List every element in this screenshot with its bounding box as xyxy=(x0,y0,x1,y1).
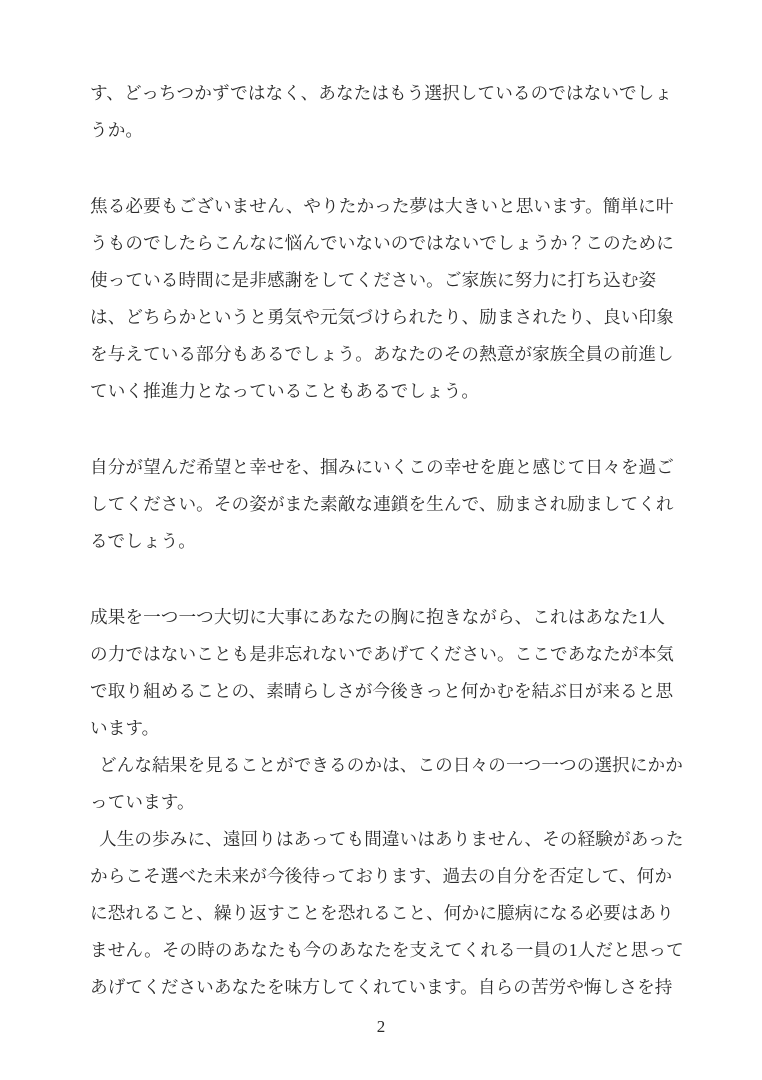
text-line: からこそ選べた未来が今後待っております、過去の自分を否定して、何か xyxy=(90,866,673,886)
paragraph-6 xyxy=(90,821,686,1006)
text-line: あげてくださいあなたを味方してくれています。自らの苦労や悔しさを持 xyxy=(90,977,673,997)
text-line: の力ではないことも是非忘れないであげてください。ここであなたが本気 xyxy=(90,644,674,664)
text-line: うものでしたらこんなに悩んでいないのではないでしょうか？このために xyxy=(90,233,674,253)
text-line: で取り組めることの、素晴らしさが今後きっと何かむを結ぶ日が来ると思 xyxy=(90,681,674,701)
text-line: してください。その姿がまた素敵な連鎖を生んで、励まされ励ましてくれ xyxy=(90,494,674,514)
text-line: るでしょう。 xyxy=(90,531,196,551)
text-line: うか。 xyxy=(90,120,144,140)
text-line: 成果を一つ一つ大切に大事にあなたの胸に抱きながら、これはあなた1人 xyxy=(90,607,666,627)
document-body xyxy=(90,75,686,1006)
paragraph-4 xyxy=(90,599,686,747)
text-line: を与えている部分もあるでしょう。あなたのその熱意が家族全員の前進し xyxy=(90,344,674,364)
text-line: す、どっちつかずではなく、あなたはもう選択しているのではないでしょ xyxy=(90,83,673,103)
text-line: 人生の歩みに、遠回りはあっても間違いはありません、その経験があった xyxy=(99,829,684,849)
page-number: 2 xyxy=(376,1017,386,1036)
text-line: います。 xyxy=(90,718,160,738)
text-line: に恐れること、繰り返すことを恐れること、何かに臆病になる必要はあり xyxy=(90,903,674,923)
text-line: 焦る必要もございません、やりたかった夢は大きいと思います。簡単に叶 xyxy=(90,196,674,216)
paragraph-3 xyxy=(90,449,686,560)
text-line: ません。その時のあなたも今のあなたを支えてくれる一員の1人だと思って xyxy=(90,940,684,960)
text-line: ていく推進力となっていることもあるでしょう。 xyxy=(90,381,480,401)
paragraph-1 xyxy=(90,75,686,149)
text-line: 使っている時間に是非感謝をしてください。ご家族に努力に打ち込む姿 xyxy=(90,270,657,290)
paragraph-2 xyxy=(90,188,686,410)
text-line: 自分が望んだ希望と幸せを、掴みにいくこの幸せを鹿と感じて日々を過ご xyxy=(90,457,674,477)
text-line: どんな結果を見ることができるのかは、この日々の一つ一つの選択にかか xyxy=(99,755,683,775)
text-line: っています。 xyxy=(90,792,195,812)
text-line: は、どちらかというと勇気や元気づけられたり、励まされたり、良い印象 xyxy=(90,307,674,327)
paragraph-5 xyxy=(90,747,686,821)
